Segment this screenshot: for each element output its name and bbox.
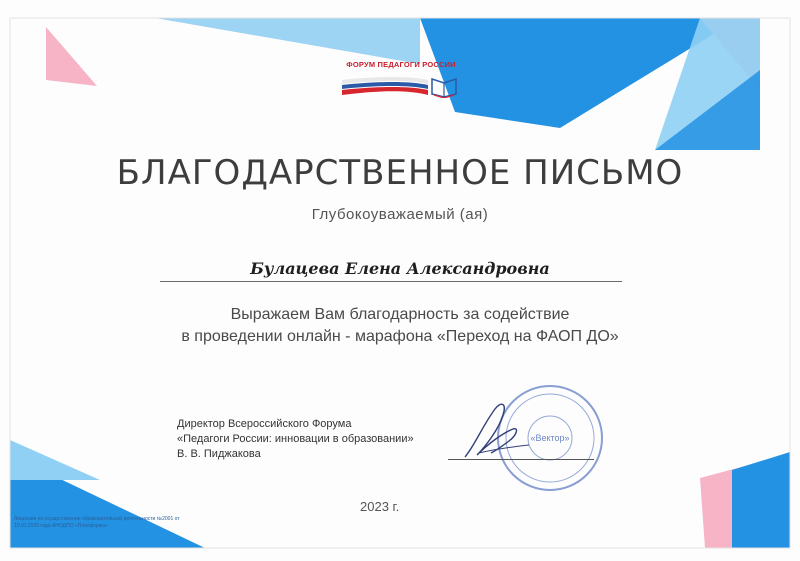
message-line-1: Выражаем Вам благодарность за содействие — [230, 306, 570, 323]
director-name: В. В. Пиджакова — [177, 448, 261, 460]
logo-title: ФОРУМ ПЕДАГОГИ РОССИИ — [346, 60, 456, 69]
document-title: БЛАГОДАРСТВЕННОЕ ПИСЬМО — [116, 153, 684, 193]
forum-logo — [336, 52, 466, 102]
bottom-right-blue-shape — [732, 452, 790, 548]
director-organization: «Педагоги России: инновации в образовании» — [177, 433, 414, 445]
issue-year: 2023 г. — [360, 499, 400, 514]
top-left-pink-shape — [46, 27, 97, 86]
director-title: Директор Всероссийского Форума — [177, 418, 352, 430]
name-underline — [160, 281, 622, 282]
bottom-left-light-band — [10, 440, 100, 480]
flag-book-icon — [340, 74, 460, 98]
recipient-name: Булацева Елена Александровна — [250, 259, 550, 278]
director-block — [177, 417, 414, 462]
message-line-2: в проведении онлайн - марафона «Переход на ФАОП ДО» — [181, 328, 619, 345]
gratitude-message — [0, 304, 800, 348]
greeting-text: Глубокоуважаемый (ая) — [311, 206, 489, 223]
signature-line — [448, 459, 594, 460]
stamp-center-text: «Вектор» — [530, 433, 570, 443]
license-footnote: Лицензия на осуществление образовательной деятельности №2001 от 10.01.2020 года АНОДПО «Платформа» — [14, 516, 180, 529]
